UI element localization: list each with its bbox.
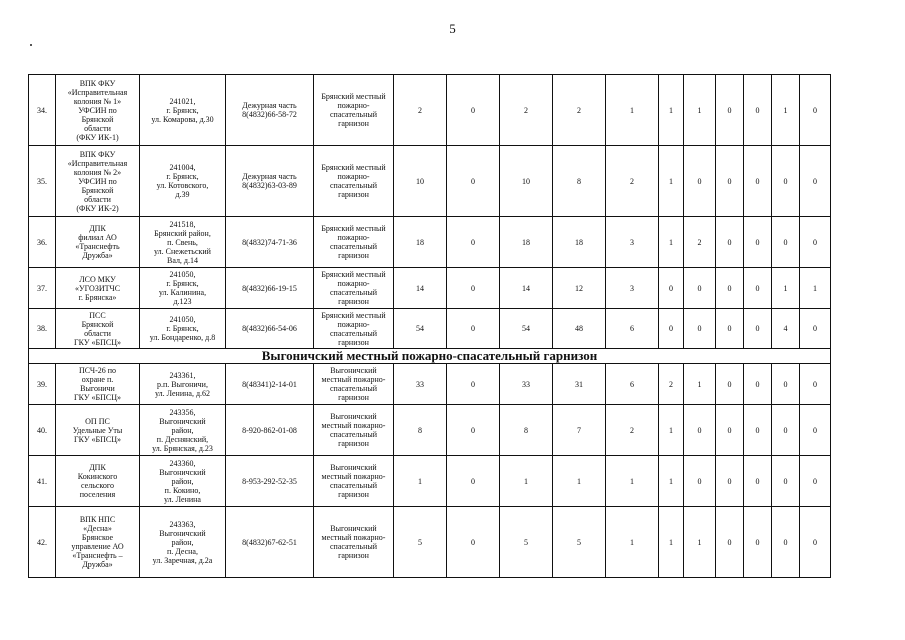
phone-cell: Дежурная часть 8(4832)66-58-72 <box>226 75 314 146</box>
value-cell-1: 18 <box>394 217 447 268</box>
value-cell-10: 0 <box>772 456 800 507</box>
row-number-cell: 40. <box>29 405 56 456</box>
value-cell-10: 4 <box>772 309 800 349</box>
value-cell-11: 0 <box>800 146 831 217</box>
value-cell-9: 0 <box>744 268 772 309</box>
scan-speck <box>30 44 32 46</box>
value-cell-10: 1 <box>772 75 800 146</box>
phone-cell: 8(48341)2-14-01 <box>226 364 314 405</box>
value-cell-9: 0 <box>744 456 772 507</box>
value-cell-8: 0 <box>716 364 744 405</box>
value-cell-2: 0 <box>447 309 500 349</box>
value-cell-1: 8 <box>394 405 447 456</box>
value-cell-6: 0 <box>659 309 684 349</box>
address-cell: 243360, Выгоничский район, п. Кокино, ул. Ленина <box>140 456 226 507</box>
table-row <box>29 364 831 405</box>
row-number-cell: 35. <box>29 146 56 217</box>
phone-cell: 8-920-862-01-08 <box>226 405 314 456</box>
value-cell-1: 1 <box>394 456 447 507</box>
value-cell-10: 0 <box>772 405 800 456</box>
value-cell-11: 1 <box>800 268 831 309</box>
value-cell-5: 1 <box>606 75 659 146</box>
value-cell-1: 10 <box>394 146 447 217</box>
value-cell-4: 2 <box>553 75 606 146</box>
value-cell-7: 0 <box>684 268 716 309</box>
phone-cell: 8(4832)66-19-15 <box>226 268 314 309</box>
section-title: Выгоничский местный пожарно-спасательный гарнизон <box>29 349 831 364</box>
value-cell-8: 0 <box>716 146 744 217</box>
value-cell-6: 1 <box>659 405 684 456</box>
value-cell-1: 5 <box>394 507 447 578</box>
value-cell-3: 54 <box>500 309 553 349</box>
value-cell-8: 0 <box>716 456 744 507</box>
value-cell-9: 0 <box>744 507 772 578</box>
value-cell-7: 1 <box>684 75 716 146</box>
table-row <box>29 405 831 456</box>
value-cell-5: 2 <box>606 405 659 456</box>
unit-name-cell: ДПК филиал АО «Транснефть Дружба» <box>56 217 140 268</box>
row-number-cell: 38. <box>29 309 56 349</box>
address-cell: 243356, Выгоничский район, п. Деснянский, ул. Брянская, д.23 <box>140 405 226 456</box>
row-number-cell: 39. <box>29 364 56 405</box>
value-cell-6: 1 <box>659 456 684 507</box>
value-cell-7: 1 <box>684 507 716 578</box>
value-cell-10: 0 <box>772 364 800 405</box>
row-number-cell: 34. <box>29 75 56 146</box>
value-cell-7: 0 <box>684 309 716 349</box>
garrison-cell: Брянский местный пожарно- спасательный гарнизон <box>314 309 394 349</box>
value-cell-10: 0 <box>772 146 800 217</box>
value-cell-2: 0 <box>447 364 500 405</box>
value-cell-5: 3 <box>606 268 659 309</box>
value-cell-11: 0 <box>800 364 831 405</box>
value-cell-5: 6 <box>606 364 659 405</box>
value-cell-2: 0 <box>447 268 500 309</box>
value-cell-7: 0 <box>684 456 716 507</box>
table-body-brjansk <box>29 75 831 349</box>
value-cell-8: 0 <box>716 75 744 146</box>
value-cell-9: 0 <box>744 217 772 268</box>
value-cell-9: 0 <box>744 405 772 456</box>
value-cell-4: 31 <box>553 364 606 405</box>
value-cell-3: 14 <box>500 268 553 309</box>
table-body-vygonichi <box>29 364 831 578</box>
phone-cell: 8-953-292-52-35 <box>226 456 314 507</box>
address-cell: 241050, г. Брянск, ул. Бондаренко, д.8 <box>140 309 226 349</box>
value-cell-10: 0 <box>772 217 800 268</box>
unit-name-cell: ВПК ФКУ «Исправительная колония № 1» УФСИН по Брянской области (ФКУ ИК-1) <box>56 75 140 146</box>
value-cell-3: 5 <box>500 507 553 578</box>
value-cell-3: 18 <box>500 217 553 268</box>
value-cell-8: 0 <box>716 217 744 268</box>
unit-name-cell: ПСС Брянской области ГКУ «БПСЦ» <box>56 309 140 349</box>
value-cell-6: 1 <box>659 75 684 146</box>
value-cell-8: 0 <box>716 268 744 309</box>
value-cell-11: 0 <box>800 75 831 146</box>
address-cell: 243361, р.п. Выгоничи, ул. Ленина, д.62 <box>140 364 226 405</box>
address-cell: 241518, Брянский район, п. Свень, ул. Снежетьский Вал, д.14 <box>140 217 226 268</box>
value-cell-10: 1 <box>772 268 800 309</box>
value-cell-4: 8 <box>553 146 606 217</box>
table-row <box>29 309 831 349</box>
garrison-cell: Брянский местный пожарно- спасательный гарнизон <box>314 146 394 217</box>
value-cell-4: 18 <box>553 217 606 268</box>
value-cell-5: 3 <box>606 217 659 268</box>
address-cell: 241050, г. Брянск, ул. Калинина, д.123 <box>140 268 226 309</box>
unit-name-cell: ДПК Кокинского сельского поселения <box>56 456 140 507</box>
phone-cell: 8(4832)74-71-36 <box>226 217 314 268</box>
value-cell-3: 8 <box>500 405 553 456</box>
value-cell-1: 33 <box>394 364 447 405</box>
value-cell-1: 2 <box>394 75 447 146</box>
value-cell-7: 0 <box>684 405 716 456</box>
value-cell-5: 1 <box>606 456 659 507</box>
value-cell-4: 12 <box>553 268 606 309</box>
value-cell-9: 0 <box>744 364 772 405</box>
value-cell-11: 0 <box>800 405 831 456</box>
value-cell-6: 0 <box>659 268 684 309</box>
value-cell-3: 2 <box>500 75 553 146</box>
value-cell-2: 0 <box>447 217 500 268</box>
unit-name-cell: ВПК ФКУ «Исправительная колония № 2» УФСИН по Брянской области (ФКУ ИК-2) <box>56 146 140 217</box>
section-header-row <box>29 349 831 364</box>
value-cell-8: 0 <box>716 507 744 578</box>
value-cell-4: 5 <box>553 507 606 578</box>
value-cell-11: 0 <box>800 217 831 268</box>
phone-cell: 8(4832)66-54-06 <box>226 309 314 349</box>
garrison-cell: Выгоничский местный пожарно- спасательный гарнизон <box>314 456 394 507</box>
row-number-cell: 37. <box>29 268 56 309</box>
garrison-cell: Выгоничский местный пожарно- спасательный гарнизон <box>314 507 394 578</box>
garrison-cell: Выгоничский местный пожарно- спасательный гарнизон <box>314 364 394 405</box>
value-cell-1: 54 <box>394 309 447 349</box>
value-cell-2: 0 <box>447 75 500 146</box>
table-row <box>29 75 831 146</box>
value-cell-2: 0 <box>447 507 500 578</box>
value-cell-7: 0 <box>684 146 716 217</box>
garrison-cell: Брянский местный пожарно- спасательный гарнизон <box>314 268 394 309</box>
value-cell-2: 0 <box>447 456 500 507</box>
table-row <box>29 146 831 217</box>
value-cell-1: 14 <box>394 268 447 309</box>
value-cell-3: 10 <box>500 146 553 217</box>
value-cell-4: 7 <box>553 405 606 456</box>
garrison-table <box>28 74 831 578</box>
value-cell-5: 6 <box>606 309 659 349</box>
value-cell-10: 0 <box>772 507 800 578</box>
value-cell-7: 1 <box>684 364 716 405</box>
unit-name-cell: ВПК НПС «Десна» Брянское управление АО «Транснефть – Дружба» <box>56 507 140 578</box>
unit-name-cell: ЛСО МКУ «УГОЗИТЧС г. Брянска» <box>56 268 140 309</box>
garrison-cell: Брянский местный пожарно- спасательный гарнизон <box>314 217 394 268</box>
value-cell-2: 0 <box>447 405 500 456</box>
garrison-cell: Выгоничский местный пожарно- спасательный гарнизон <box>314 405 394 456</box>
row-number-cell: 36. <box>29 217 56 268</box>
value-cell-6: 1 <box>659 217 684 268</box>
page-number: 5 <box>449 21 456 36</box>
table-row <box>29 268 831 309</box>
value-cell-7: 2 <box>684 217 716 268</box>
value-cell-6: 1 <box>659 507 684 578</box>
value-cell-2: 0 <box>447 146 500 217</box>
value-cell-6: 2 <box>659 364 684 405</box>
value-cell-9: 0 <box>744 309 772 349</box>
unit-name-cell: ПСЧ-26 по охране п. Выгоничи ГКУ «БПСЦ» <box>56 364 140 405</box>
value-cell-11: 0 <box>800 456 831 507</box>
value-cell-8: 0 <box>716 309 744 349</box>
phone-cell: 8(4832)67-62-51 <box>226 507 314 578</box>
garrison-cell: Брянский местный пожарно- спасательный гарнизон <box>314 75 394 146</box>
value-cell-4: 1 <box>553 456 606 507</box>
row-number-cell: 41. <box>29 456 56 507</box>
unit-name-cell: ОП ПС Удельные Уты ГКУ «БПСЦ» <box>56 405 140 456</box>
value-cell-9: 0 <box>744 75 772 146</box>
value-cell-11: 0 <box>800 309 831 349</box>
value-cell-4: 48 <box>553 309 606 349</box>
value-cell-8: 0 <box>716 405 744 456</box>
value-cell-11: 0 <box>800 507 831 578</box>
phone-cell: Дежурная часть 8(4832)63-03-89 <box>226 146 314 217</box>
row-number-cell: 42. <box>29 507 56 578</box>
value-cell-5: 2 <box>606 146 659 217</box>
address-cell: 241021, г. Брянск, ул. Комарова, д.30 <box>140 75 226 146</box>
address-cell: 241004, г. Брянск, ул. Котовского, д.39 <box>140 146 226 217</box>
value-cell-6: 1 <box>659 146 684 217</box>
table-row <box>29 456 831 507</box>
table-row <box>29 507 831 578</box>
table-row <box>29 217 831 268</box>
address-cell: 243363, Выгоничский район, п. Десна, ул. Заречная, д.2а <box>140 507 226 578</box>
value-cell-3: 33 <box>500 364 553 405</box>
value-cell-9: 0 <box>744 146 772 217</box>
value-cell-3: 1 <box>500 456 553 507</box>
value-cell-5: 1 <box>606 507 659 578</box>
